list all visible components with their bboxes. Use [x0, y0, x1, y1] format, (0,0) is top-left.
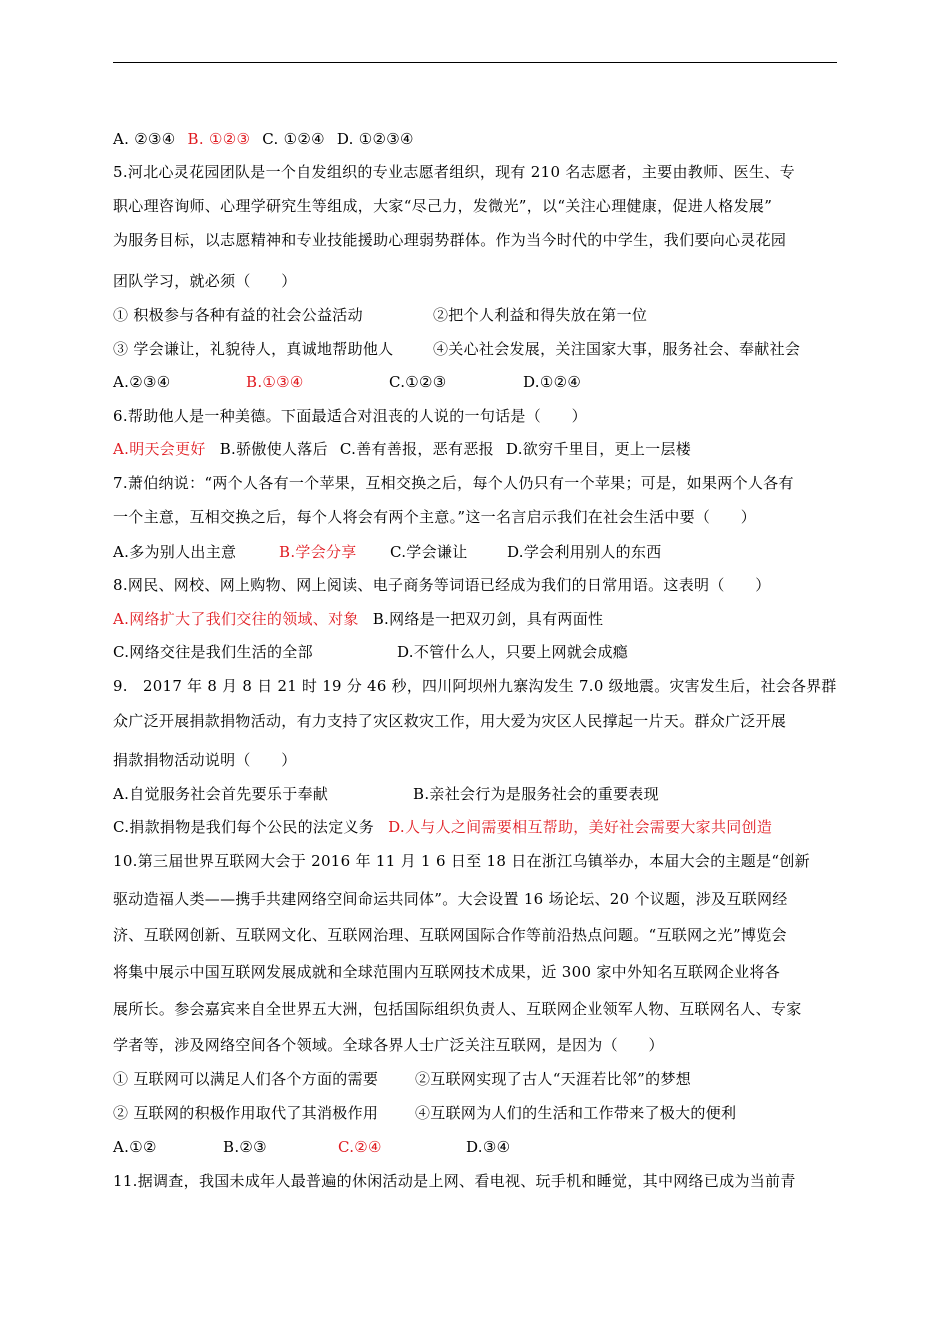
q6-option-a-answer: A.明天会更好: [113, 440, 206, 458]
q4-option-b-answer: B. ①②③: [187, 130, 251, 148]
q10-option-a: A.①②: [113, 1138, 157, 1156]
q10-statements-row2: [113, 1103, 736, 1123]
q5-option-c: C.①②③: [389, 373, 447, 391]
q10-statement-3: ② 互联网的积极作用取代了其消极作用: [113, 1104, 379, 1122]
q8-option-a-answer: A.网络扩大了我们交往的领域、对象: [113, 610, 359, 628]
q5-stem-line3: 为服务目标，以志愿精神和专业技能援助心理弱势群体。作为当今时代的中学生，我们要向心灵花园: [113, 231, 787, 249]
q5-options: [113, 372, 581, 392]
q5-option-b-answer: B.①③④: [246, 373, 304, 391]
q9-option-b: B.亲社会行为是服务社会的重要表现: [413, 785, 659, 803]
q8-options-row1: [113, 609, 603, 629]
q9-option-a: A.自觉服务社会首先要乐于奉献: [113, 785, 329, 803]
q8-options-row2: [113, 642, 628, 662]
q5-stem-line4: 团队学习，就必须（ ）: [113, 272, 297, 290]
q7-option-a: A.多为别人出主意: [113, 543, 237, 561]
q5-option-d: D.①②④: [523, 373, 582, 391]
q10-options: [113, 1137, 510, 1157]
q9-option-c: C.捐款捐物是我们每个公民的法定义务: [113, 818, 375, 836]
q7-option-c: C.学会谦让: [390, 543, 468, 561]
q5-statement-3: ③ 学会谦让，礼貌待人，真诚地帮助他人: [113, 340, 394, 358]
q9-option-d-answer: D.人与人之间需要相互帮助，美好社会需要大家共同创造: [388, 818, 773, 836]
q10-option-d: D.③④: [466, 1138, 511, 1156]
q5-statement-4: ④关心社会发展，关注国家大事，服务社会、奉献社会: [433, 340, 801, 358]
header-rule: [113, 62, 837, 63]
q5-stem-line1: 5.河北心灵花园团队是一个自发组织的专业志愿者组织，现有 210 名志愿者，主要由教师、医生、专: [113, 163, 795, 181]
q10-statement-1: ① 互联网可以满足人们各个方面的需要: [113, 1070, 379, 1088]
q10-stem-line3: 济、互联网创新、互联网文化、互联网治理、互联网国际合作等前沿热点问题。“互联网之光”博览会: [113, 926, 787, 944]
q10-stem-line5: 展所长。参会嘉宾来自全世界五大洲，包括国际组织负责人、互联网企业领军人物、互联网名人、专家: [113, 1000, 802, 1018]
q4-options: [113, 129, 414, 149]
q7-option-d: D.学会利用别人的东西: [507, 543, 662, 561]
q5-option-a: A.②③④: [113, 373, 171, 391]
q5-statement-1: ① 积极参与各种有益的社会公益活动: [113, 306, 363, 324]
q6-option-d: D.欲穷千里目，更上一层楼: [505, 440, 692, 458]
q8-option-c: C.网络交往是我们生活的全部: [113, 643, 313, 661]
q9-options-row1: [113, 784, 659, 804]
q6-stem: 6.帮助他人是一种美德。下面最适合对沮丧的人说的一句话是（ ）: [113, 407, 587, 425]
q4-option-c: C. ①②④: [262, 130, 325, 148]
q10-stem-line1: 10.第三届世界互联网大会于 2016 年 11 月 1 6 日至 18 日在浙江乌镇举办，本届大会的主题是“创新: [113, 852, 810, 870]
q6-options: [113, 439, 691, 459]
q6-option-b: B.骄傲使人落后: [219, 440, 328, 458]
q10-statement-4: ④互联网为人们的生活和工作带来了极大的便利: [415, 1104, 737, 1122]
q10-statements-row1: [113, 1069, 691, 1089]
q8-option-b: B.网络是一把双刃剑，具有两面性: [372, 610, 604, 628]
q6-option-c: C.善有善报，恶有恶报: [339, 440, 494, 458]
q5-statement-2: ②把个人利益和得失放在第一位: [433, 306, 648, 324]
q4-option-a: A. ②③④: [113, 130, 176, 148]
q9-options-row2: [113, 817, 772, 837]
q10-stem-line2: 驱动造福人类——携手共建网络空间命运共同体”。大会设置 16 场论坛、20 个议题，涉及互联网经: [113, 890, 788, 908]
q8-option-d: D.不管什么人，只要上网就会成瘾: [397, 643, 629, 661]
q10-option-c-answer: C.②④: [338, 1138, 382, 1156]
q9-stem-line3: 捐款捐物活动说明（ ）: [113, 751, 297, 769]
q7-stem-line1: 7.萧伯纳说：“两个人各有一个苹果，互相交换之后，每个人仍只有一个苹果；可是，如果两个人各有: [113, 474, 794, 492]
q10-stem-line6: 学者等，涉及网络空间各个领域。全球各界人士广泛关注互联网，是因为（ ）: [113, 1036, 664, 1054]
q4-option-d: D. ①②③④: [336, 130, 414, 148]
q7-option-b-answer: B.学会分享: [279, 543, 357, 561]
q8-stem: 8.网民、网校、网上购物、网上阅读、电子商务等词语已经成为我们的日常用语。这表明（ ）: [113, 576, 771, 594]
q9-stem-line2: 众广泛开展捐款捐物活动，有力支持了灾区救灾工作，用大爱为灾区人民撑起一片天。群众广泛开展: [113, 712, 787, 730]
q5-statements-row2: [113, 339, 800, 359]
q11-stem-line1: 11.据调查，我国未成年人最普遍的休闲活动是上网、看电视、玩手机和睡觉，其中网络已成为当前青: [113, 1172, 796, 1190]
q5-stem-line2: 职心理咨询师、心理学研究生等组成，大家“尽己力，发微光”，以“关注心理健康，促进人格发展”: [113, 197, 773, 215]
q7-options: [113, 542, 662, 562]
q9-stem-line1: 9. 2017 年 8 月 8 日 21 时 19 分 46 秒，四川阿坝州九寨沟发生 7.0 级地震。灾害发生后，社会各界群: [113, 677, 837, 695]
q7-stem-line2: 一个主意，互相交换之后，每个人将会有两个主意。”这一名言启示我们在社会生活中要（ ）: [113, 508, 757, 526]
q10-stem-line4: 将集中展示中国互联网发展成就和全球范围内互联网技术成果，近 300 家中外知名互联网企业将各: [113, 963, 780, 981]
q10-statement-2: ②互联网实现了古人“天涯若比邻”的梦想: [415, 1070, 692, 1088]
q5-statements-row1: [113, 305, 647, 325]
q10-option-b: B.②③: [223, 1138, 267, 1156]
